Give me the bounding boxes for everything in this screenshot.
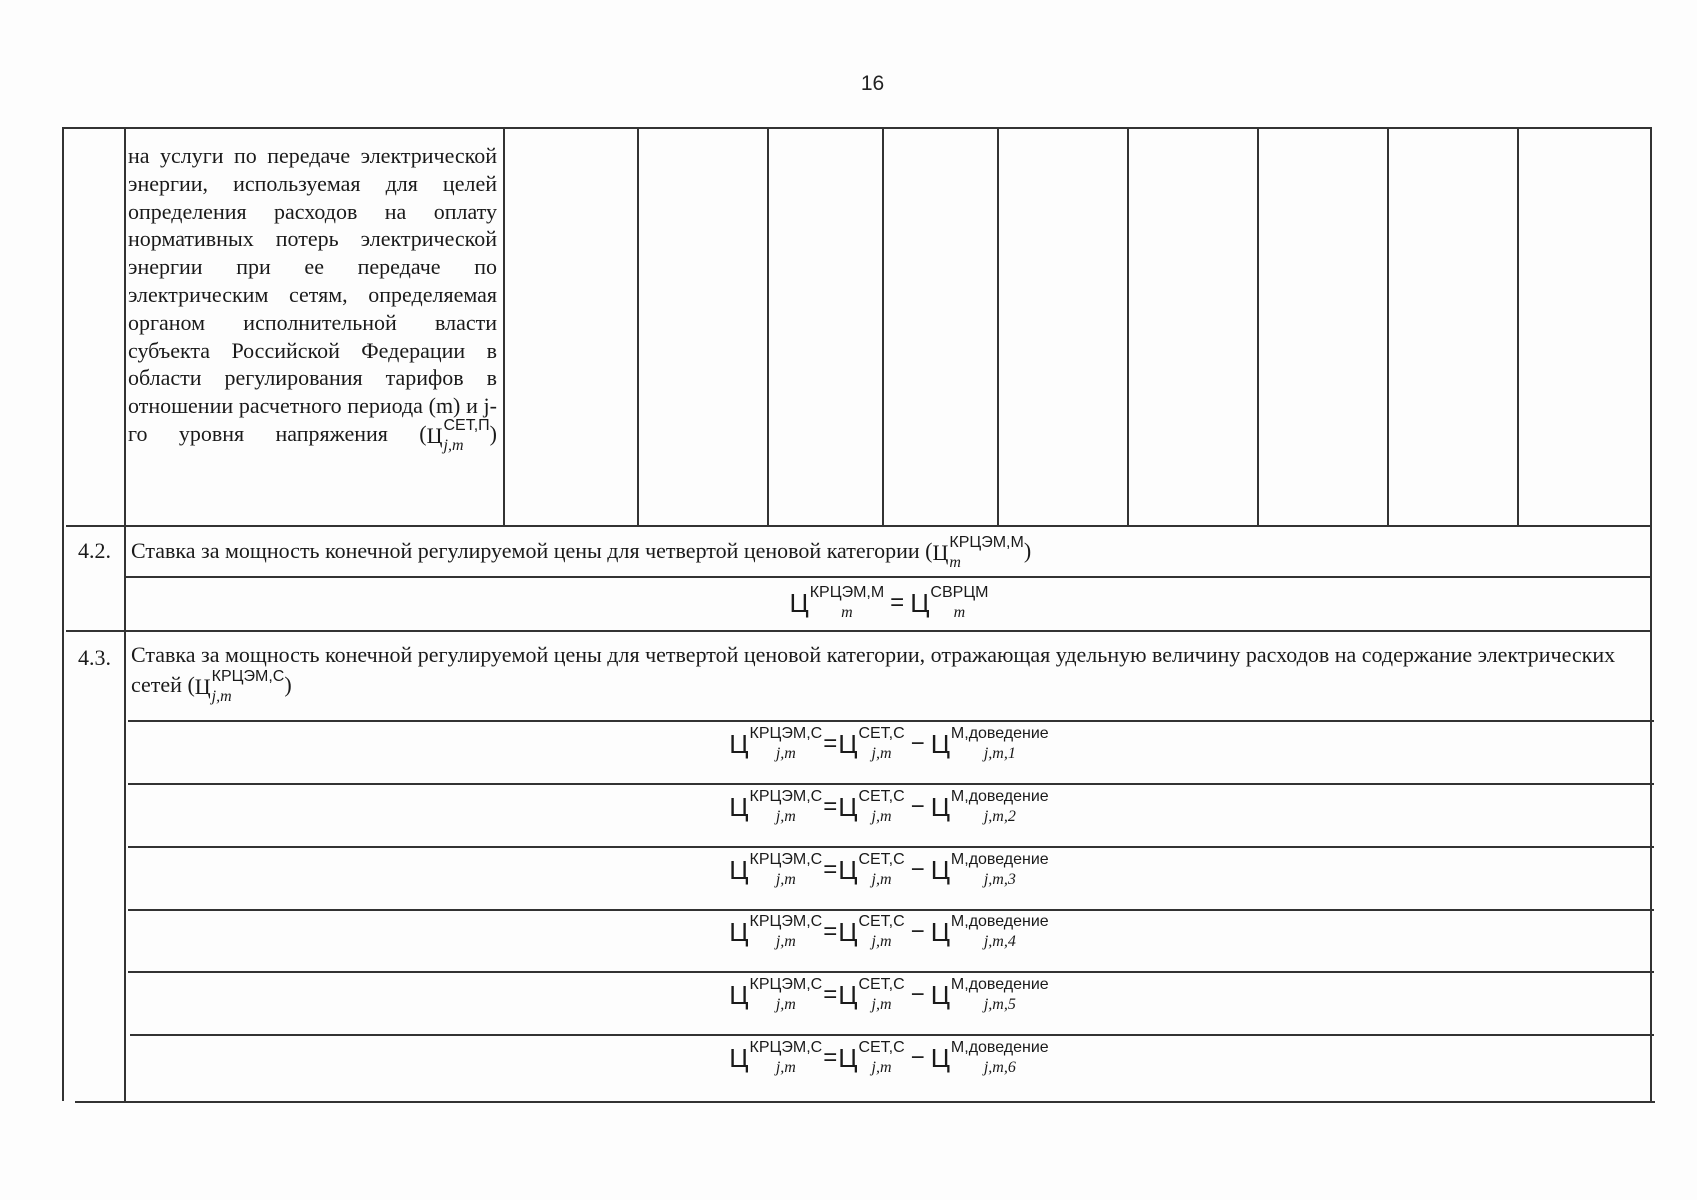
row-description-text: на услуги по передаче электрической энергии, используемая для целей определения расходов на оплату нормативных потерь электрической энергии при ее передаче по электрическим сетям, определяемая органом исполнительной власти субъекта Российской Федерации в области регулирования тарифов в отношении расчетного периода (m) и j-го уровня напряжения ( [128, 143, 497, 447]
row-description: на услуги по передаче электрической энергии, используемая для целей определения расходов на оплату нормативных потерь электрической энергии при ее передаче по электрическим сетям, определяемая органом исполнительной власти субъекта Российской Федерации в области регулирования тарифов в отношении расчетного периода (m) и j-го уровня напряжения (Ц СЕТ,П j,m ) [128, 143, 497, 454]
formula-4-2: Ц КРЦЭМ,М m = Ц СВРЦМ m [789, 584, 989, 622]
formula-4-3-row: Ц КРЦЭМ,С j,m =Ц СЕТ,С j,m − Ц М,доведение j,m,6 [729, 1039, 1049, 1077]
section-number-4-2: 4.2. [78, 538, 111, 563]
section-4-2-heading: Ставка за мощность конечной регулируемой цены для четвертой ценовой категории (Ц КРЦЭМ,М m ) [131, 533, 1032, 571]
formula-4-3-row: Ц КРЦЭМ,С j,m =Ц СЕТ,С j,m − Ц М,доведение j,m,2 [729, 788, 1049, 826]
page-number: 16 [860, 72, 885, 95]
section-4-3-heading: Ставка за мощность конечной регулируемой цены для четвертой ценовой категории, отражающая удельную величину расходов на содержание электрических сетей (Ц КРЦЭМ,С j,m ) [131, 642, 1616, 705]
section-number-4-3: 4.3. [78, 645, 111, 670]
formula-4-3-row: Ц КРЦЭМ,С j,m =Ц СЕТ,С j,m − Ц М,доведение j,m,5 [729, 976, 1049, 1014]
formula-4-3-row: Ц КРЦЭМ,С j,m =Ц СЕТ,С j,m − Ц М,доведение j,m,1 [729, 725, 1049, 763]
formula-4-3-row: Ц КРЦЭМ,С j,m =Ц СЕТ,С j,m − Ц М,доведение j,m,3 [729, 851, 1049, 889]
row-description-symbol: Ц СЕТ,П j,m [426, 416, 490, 454]
formula-4-3-row: Ц КРЦЭМ,С j,m =Ц СЕТ,С j,m − Ц М,доведение j,m,4 [729, 913, 1049, 951]
